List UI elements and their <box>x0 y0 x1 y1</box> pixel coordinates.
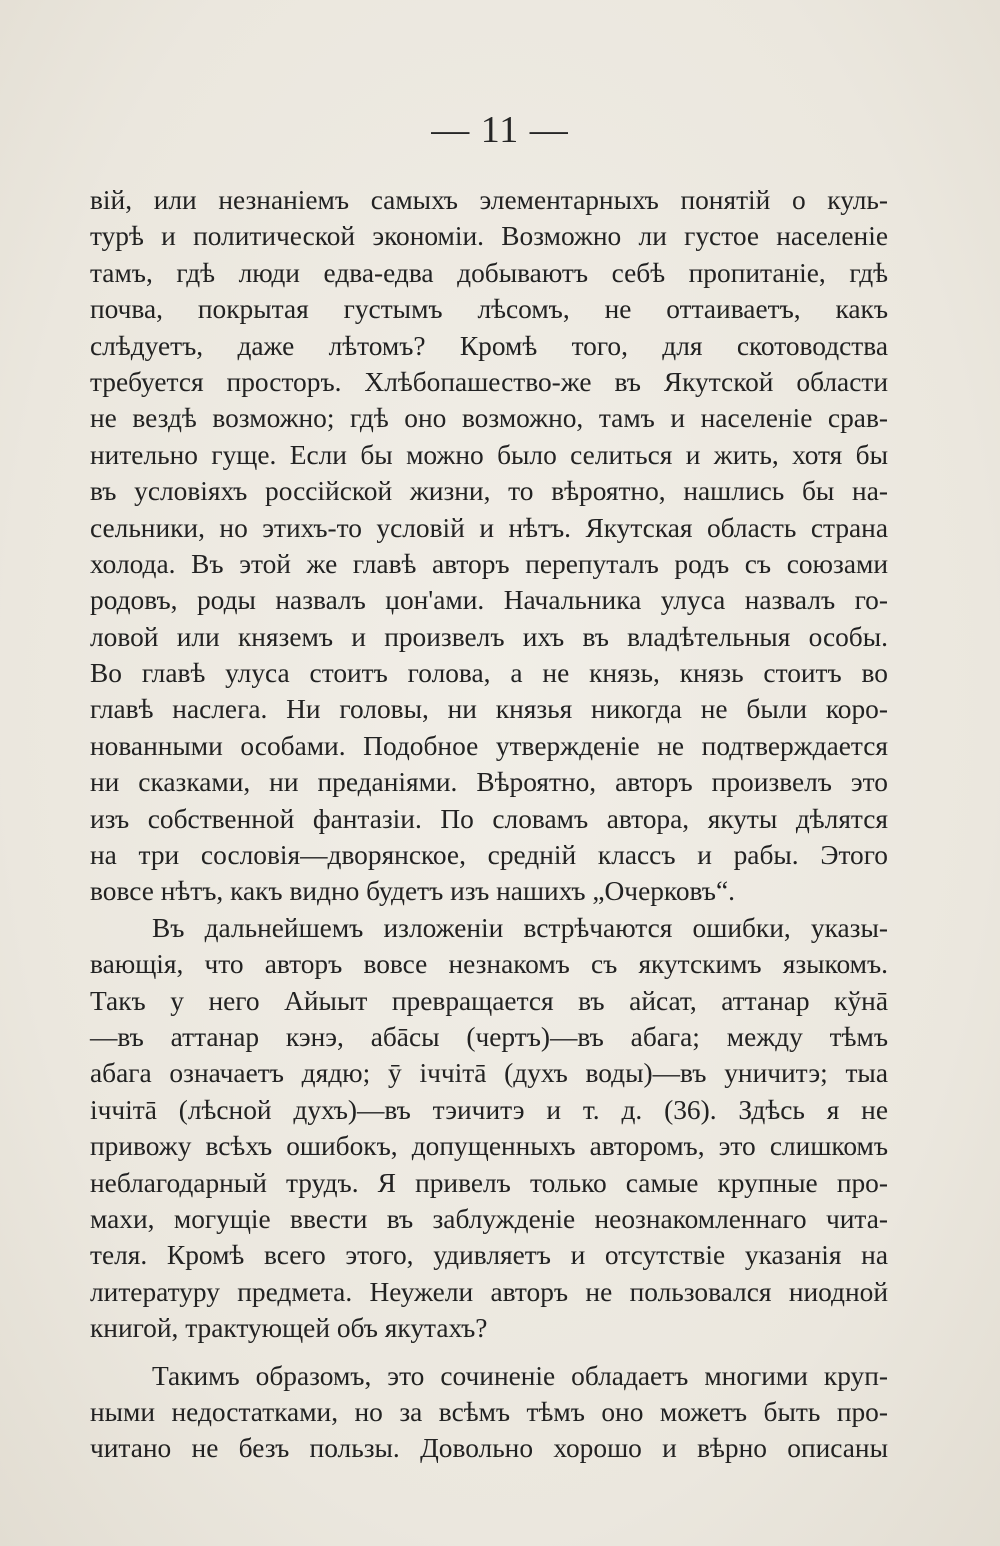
text-line: іччітā (лѣсной духъ)—въ тэичитэ и т. д. (36). Здѣсь я не <box>90 1094 888 1125</box>
text-line: турѣ и политической экономіи. Возможно ли густое населеніе <box>90 221 888 252</box>
text-line: теля. Кромѣ всего этого, удивляетъ и отсутствіе указанія на <box>90 1240 888 1271</box>
text-line: почва, покрытая густымъ лѣсомъ, не оттаиваетъ, какъ <box>90 294 888 325</box>
paragraph <box>90 182 888 910</box>
text-line: холода. Въ этой же главѣ авторъ перепуталъ родъ съ союзами <box>90 548 888 579</box>
text-line: вовсе нѣтъ, какъ видно будетъ изъ нашихъ „Очерковъ“. <box>90 876 735 907</box>
text-line: —въ аттанар кэнэ, абāсы (чертъ)—въ абага; между тѣмъ <box>90 1021 888 1052</box>
text-line: Такъ у него Айыыт превращается въ айсат, аттанар кўнā <box>90 985 888 1016</box>
text-line: изъ собственной фантазіи. По словамъ автора, якуты дѣлятся <box>90 803 888 834</box>
text-line: требуется просторъ. Хлѣбопашество-же въ Якутской области <box>90 366 888 397</box>
text-line: ными недостатками, но за всѣмъ тѣмъ оно можетъ быть про- <box>90 1396 888 1427</box>
text-line: Въ дальнейшемъ изложеніи встрѣчаются ошибки, указы- <box>152 912 888 943</box>
text-line: не вездѣ возможно; гдѣ оно возможно, тамъ и населеніе срав- <box>90 403 888 434</box>
text-line: ловой или княземъ и произвелъ ихъ въ владѣтельныя особы. <box>90 621 888 652</box>
paragraph-spacer <box>90 1347 888 1358</box>
text-line: абага означаетъ дядю; ӯ іччітā (духъ воды)—въ уничитэ; тыа <box>90 1058 888 1089</box>
page-number: — 11 — <box>431 109 569 151</box>
paragraph <box>90 910 888 1347</box>
text-line: книгой, трактующей объ якутахъ? <box>90 1313 488 1344</box>
text-line: нованными особами. Подобное утвержденіе не подтверждается <box>90 730 888 761</box>
text-line: Такимъ образомъ, это сочиненіе обладаетъ многими круп- <box>152 1360 888 1391</box>
text-line: Во главѣ улуса стоитъ голова, а не князь, князь стоитъ во <box>90 658 888 689</box>
text-line: литературу предмета. Неужели авторъ не пользовался ниодной <box>90 1276 888 1307</box>
paragraph <box>90 1358 888 1467</box>
text-line: нительно гуще. Если бы можно было селиться и жить, хотя бы <box>90 439 888 470</box>
text-line: на три сословія—дворянское, средній классъ и рабы. Этого <box>90 840 888 871</box>
text-line: сельники, но этихъ-то условій и нѣтъ. Якутская область страна <box>90 512 888 543</box>
text-line: привожу всѣхъ ошибокъ, допущенныхъ авторомъ, это слишкомъ <box>90 1131 888 1162</box>
text-line: тамъ, гдѣ люди едва-едва добываютъ себѣ пропитаніе, гдѣ <box>90 257 888 288</box>
text-line: вающія, что авторъ вовсе незнакомъ съ якутскимъ языкомъ. <box>90 949 888 980</box>
text-line: читано не безъ пользы. Довольно хорошо и вѣрно описаны <box>90 1433 888 1464</box>
text-line: въ условіяхъ россійской жизни, то вѣроятно, нашлись бы на- <box>90 476 888 507</box>
text-line: родовъ, роды назвалъ џон'ами. Начальника улуса назвалъ го- <box>90 585 888 616</box>
text-line: махи, могущіе ввести въ заблужденіе неознакомленнаго чита- <box>90 1203 888 1234</box>
text-line: ни сказками, ни преданіями. Вѣроятно, авторъ произвелъ это <box>90 767 888 798</box>
text-line: неблагодарный трудъ. Я привелъ только самые крупные про- <box>90 1167 888 1198</box>
text-line: главѣ наслега. Ни головы, ни князья никогда не были коро- <box>90 694 888 725</box>
text-line: слѣдуетъ, даже лѣтомъ? Кромѣ того, для скотоводства <box>90 330 888 361</box>
body-text <box>90 182 888 1467</box>
text-line: вій, или незнаніемъ самыхъ элементарныхъ понятій о куль- <box>90 185 888 215</box>
